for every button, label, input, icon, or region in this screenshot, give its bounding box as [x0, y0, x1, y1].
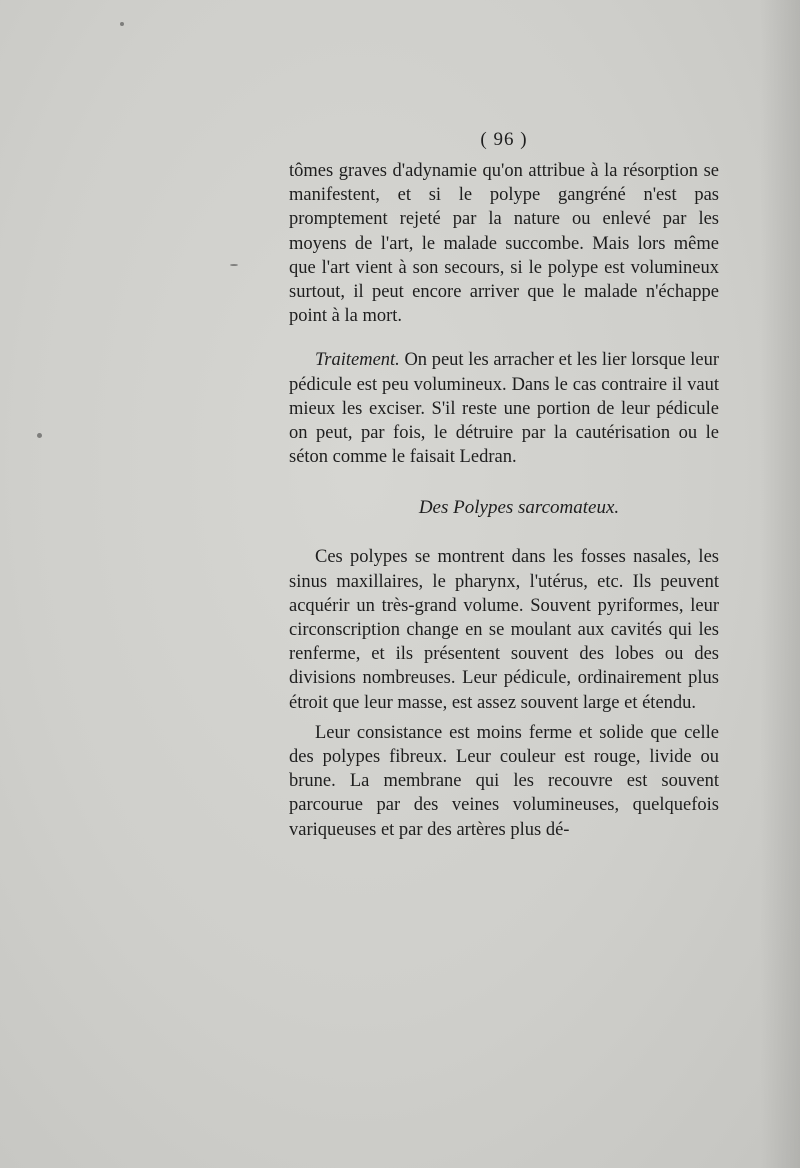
text-column	[289, 125, 719, 842]
treatment-lead: Traitement.	[315, 350, 400, 371]
treatment-text: On peut les arracher et les lier lorsque leur pédicule est peu volumineux. Dans le cas contraire il vaut mieux les exciser. S'il reste une portion de leur pédicule on peut, par fois, le détruire par la cautérisation ou le séton comme le faisait Ledran.	[289, 350, 719, 468]
paragraph: Leur consistance est moins ferme et solide que celle des polypes fibreux. Leur couleur est rouge, livide ou brune. La membrane qui les recouvre est souvent parcourue par des veines volumineuses, quelquefois variqueuses et par des artères plus dé-	[289, 722, 719, 840]
section-heading: Des Polypes sarcomateux.	[418, 497, 620, 519]
page-edge-shadow	[760, 0, 800, 1168]
ink-speck	[37, 433, 42, 438]
ink-speck	[230, 264, 238, 266]
page-number: ( 96 )	[480, 129, 528, 150]
paragraph: Ces polypes se montrent dans les fosses nasales, les sinus maxillaires, le pharynx, l'utérus, etc. Ils peuvent acquérir un très-grand volume. Souvent pyriformes, leur circonscription change en se moulant aux cavités qui les renferme, et ils présentent souvent des lobes ou des divisions nombreuses. Leur pédicule, ordinairement plus étroit que leur masse, est assez souvent large et étendu.	[289, 547, 719, 713]
paragraph: tômes graves d'adynamie qu'on attribue à la résorption se manifestent, et si le polype gangréné n'est pas promptement rejeté par la nature ou enlevé par les moyens de l'art, le malade succombe. Mais lors même que l'art vient à son secours, si le polype est volumineux surtout, il peut encore arriver que le malade n'échappe point à la mort.	[289, 161, 719, 327]
ink-speck	[120, 22, 124, 26]
treatment-paragraph	[289, 348, 719, 469]
